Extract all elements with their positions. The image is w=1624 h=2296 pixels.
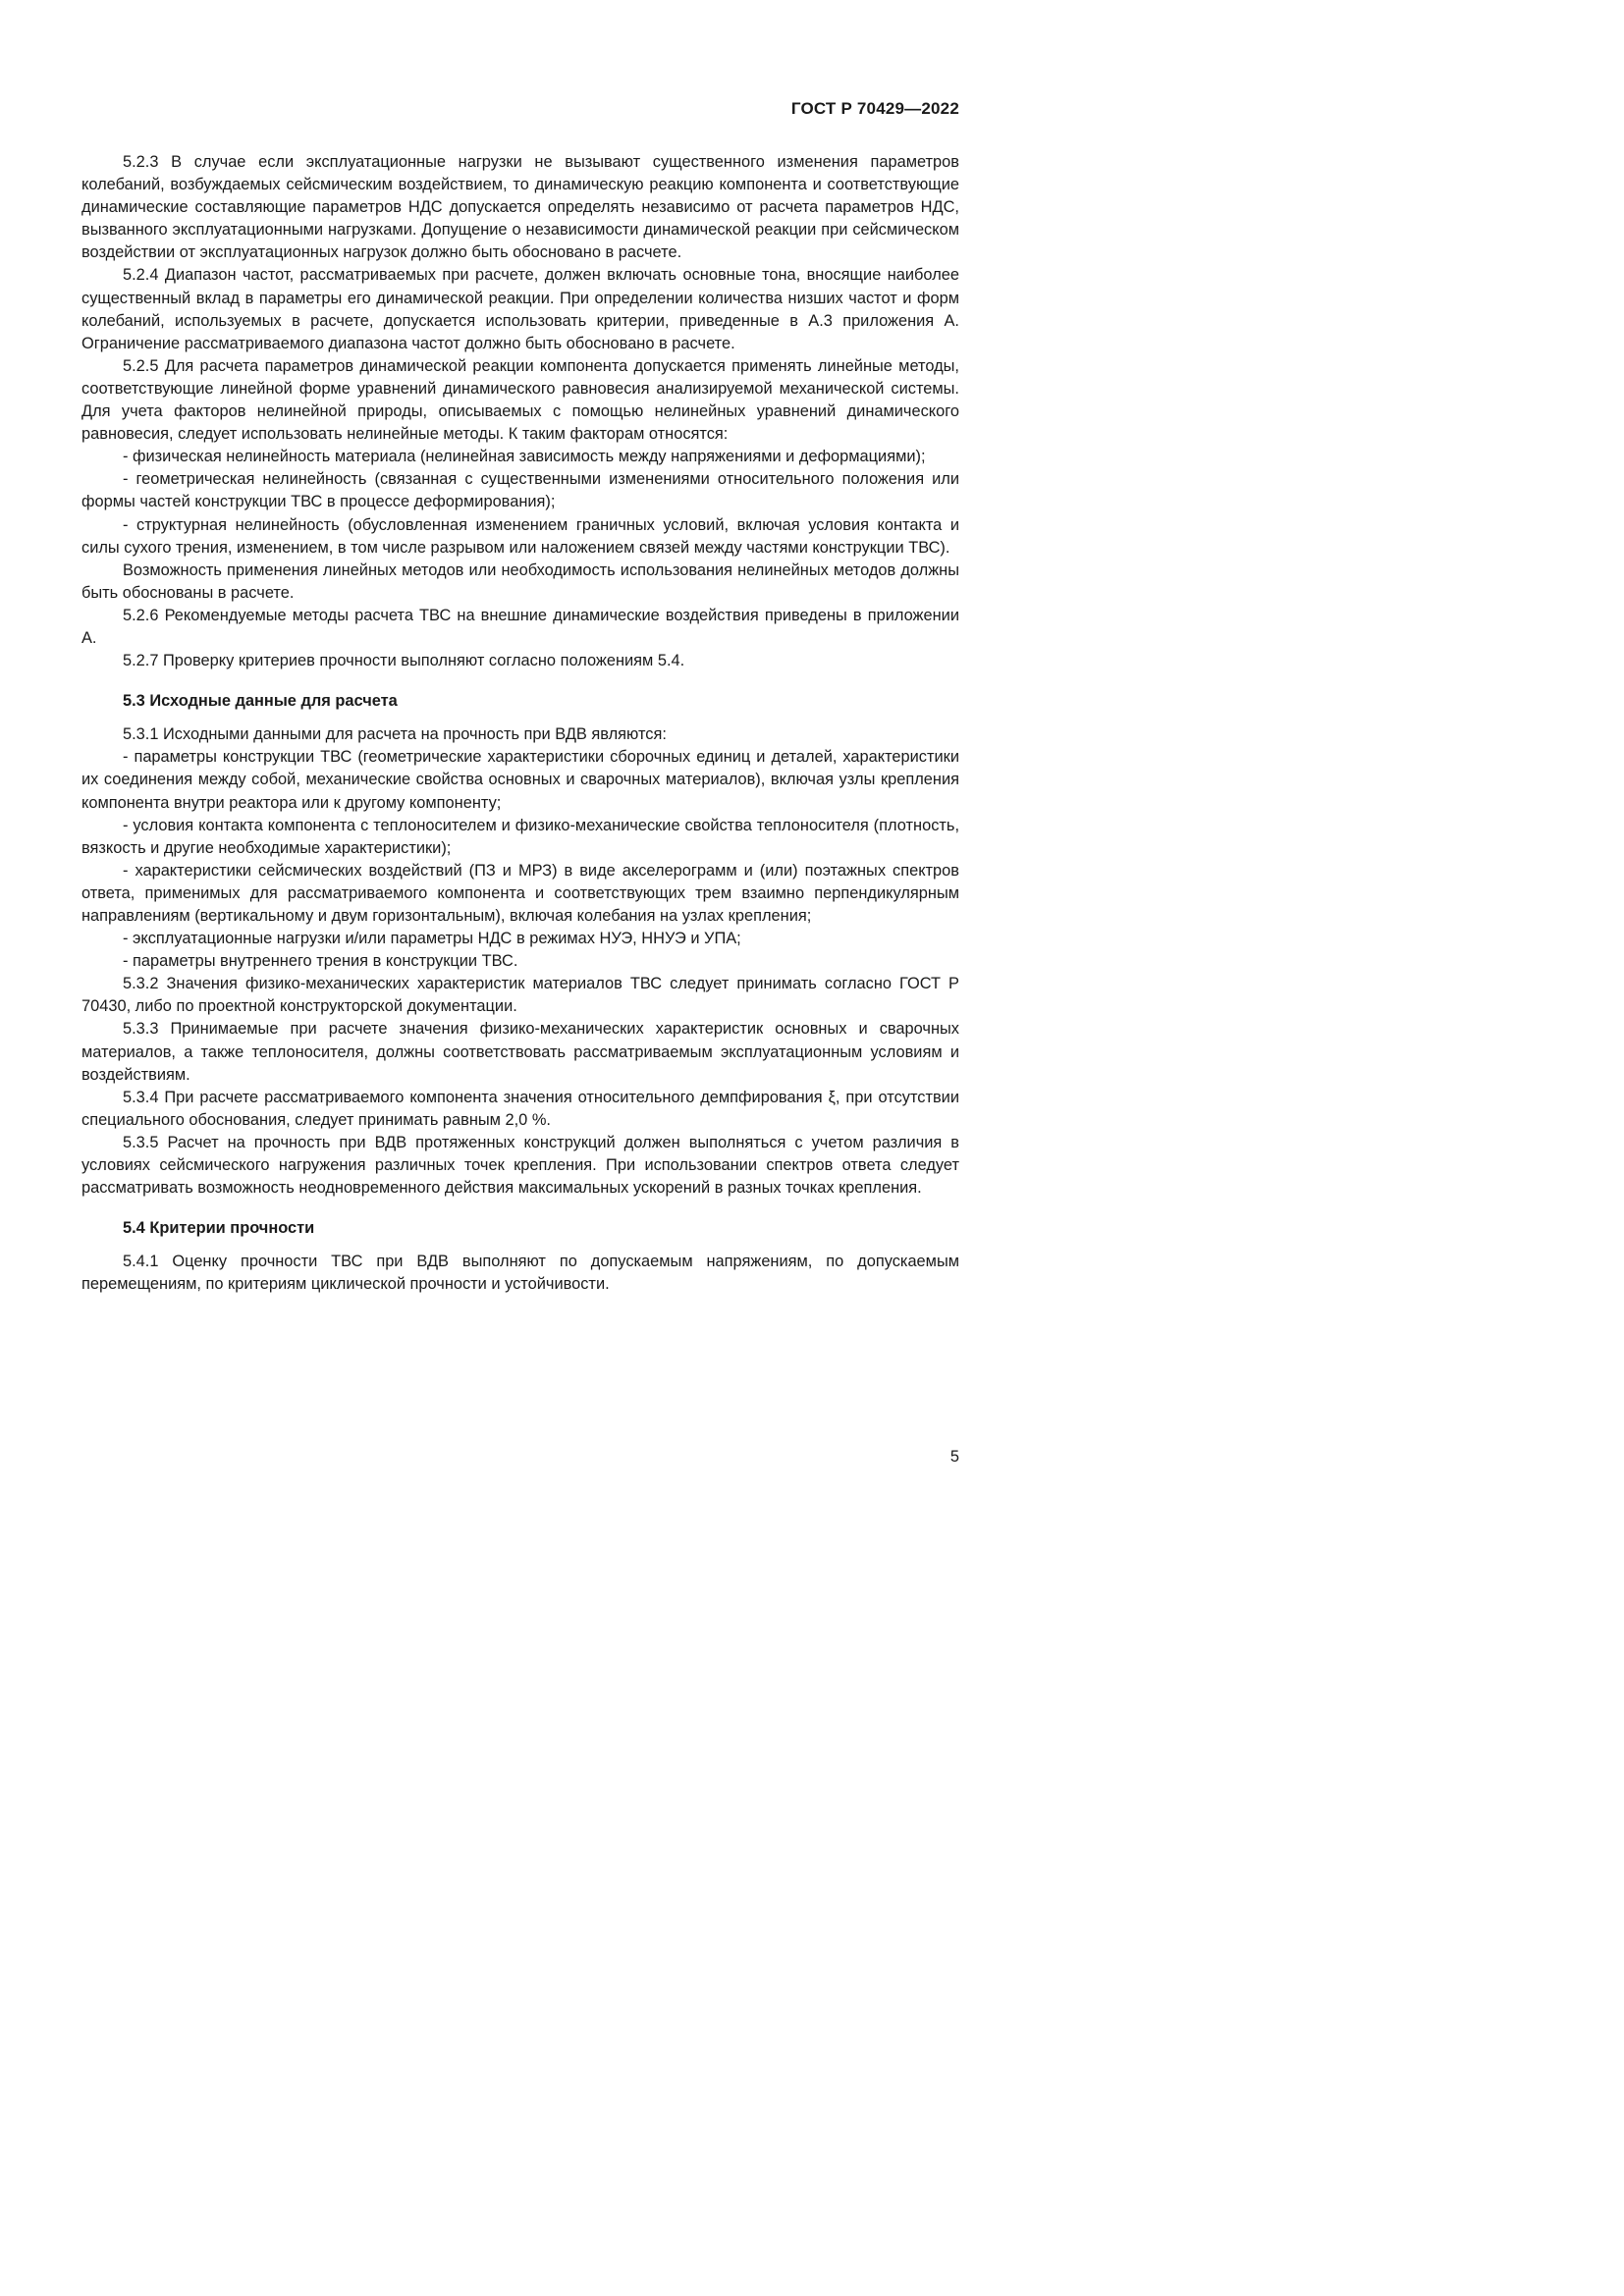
clause-5-2-5: 5.2.5 Для расчета параметров динамической реакции компонента допускается применять линейные методы, соответствующие линейной форме уравнений динамического равновесия анализируемой механической системы. Для учета факторов нелинейной природы, описываемых с помощью нелинейных уравнений динамического равновесия, следует использовать нелинейные методы. К таким факторам относятся: xyxy=(81,356,959,444)
page-number: 5 xyxy=(949,1448,959,1466)
clause-5-3-1-item-coolant: - условия контакта компонента с теплоносителем и физико-механические свойства теплоносителя (плотность, вязкость и другие необходимые характеристики); xyxy=(81,816,959,857)
clause-5-3-5: 5.3.5 Расчет на прочность при ВДВ протяженных конструкций должен выполняться с учетом различия в условиях сейсмического нагружения различных точек крепления. При использовании спектров ответа следует рассматривать возможность неодновременного действия максимальных ускорений в разных точках крепления. xyxy=(81,1133,959,1198)
clause-5-3-2: 5.3.2 Значения физико-механических характеристик материалов ТВС следует принимать согласно ГОСТ Р 70430, либо по проектной конструкторской документации. xyxy=(81,975,959,1016)
clause-5-2-6: 5.2.6 Рекомендуемые методы расчета ТВС на внешние динамические воздействия приведены в приложении А. xyxy=(81,606,959,647)
clause-5-3-4: 5.3.4 При расчете рассматриваемого компонента значения относительного демпфирования ξ, при отсутствии специального обоснования, следует принимать равным 2,0 %. xyxy=(81,1088,959,1129)
clause-5-3-3: 5.3.3 Принимаемые при расчете значения физико-механических характеристик основных и сварочных материалов, а также теплоносителя, должны соответствовать рассматриваемым эксплуатационным условиям и воздействиям. xyxy=(81,1020,959,1084)
clause-5-2-5-item-structural: - структурная нелинейность (обусловленная изменением граничных условий, включая условия контакта и силы сухого трения, изменением, в том числе разрывом или наложением связей между частями конструкции ТВС). xyxy=(81,515,959,557)
section-heading-5-3: 5.3 Исходные данные для расчета xyxy=(123,692,398,711)
clause-5-2-5-item-physical: - физическая нелинейность материала (нелинейная зависимость между напряжениями и деформациями); xyxy=(123,448,926,466)
clause-5-3-1-item-seismic: - характеристики сейсмических воздействий (ПЗ и МРЗ) в виде акселерограмм и (или) поэтажных спектров ответа, применимых для рассматриваемого компонента и соответствующих трем взаимно перпендикулярным направлениям (вертикальному и двум горизонтальным), включая колебания на узлах крепления; xyxy=(81,861,959,925)
clause-5-3-1-item-friction: - параметры внутреннего трения в конструкции ТВС. xyxy=(123,952,518,971)
clause-5-4-1: 5.4.1 Оценку прочности ТВС при ВДВ выполняют по допускаемым напряжениям, по допускаемым перемещениям, по критериям циклической прочности и устойчивости. xyxy=(81,1253,959,1294)
standard-header: ГОСТ Р 70429—2022 xyxy=(790,99,959,118)
clause-5-2-5-note: Возможность применения линейных методов или необходимость использования нелинейных методов должны быть обоснованы в расчете. xyxy=(81,561,959,602)
section-heading-5-4: 5.4 Критерии прочности xyxy=(123,1219,315,1238)
clause-5-2-7: 5.2.7 Проверку критериев прочности выполняют согласно положениям 5.4. xyxy=(123,652,685,670)
clause-5-2-4: 5.2.4 Диапазон частот, рассматриваемых при расчете, должен включать основные тона, вносящие наиболее существенный вклад в параметры его динамической реакции. При определении количества низших частот и форм колебаний, используемых в расчете, допускается использовать критерии, приведенные в А.3 приложения А. Ограничение рассматриваемого диапазона частот должно быть обосновано в расчете. xyxy=(81,266,959,352)
document-body xyxy=(81,151,959,1297)
clause-5-3-1: 5.3.1 Исходными данными для расчета на прочность при ВДВ являются: xyxy=(123,725,667,744)
document-page xyxy=(0,0,1081,1530)
clause-5-3-1-item-loads: - эксплуатационные нагрузки и/или параметры НДС в режимах НУЭ, ННУЭ и УПА; xyxy=(123,930,741,948)
clause-5-2-3: 5.2.3 В случае если эксплуатационные нагрузки не вызывают существенного изменения параметров колебаний, возбуждаемых сейсмическим воздействием, то динамическую реакцию компонента и соответствующие динамические составляющие параметров НДС допускается определять независимо от расчета параметров НДС, вызванного эксплуатационными нагрузками. Допущение о независимости динамической реакции при сейсмическом воздействии от эксплуатационных нагрузок должно быть обосновано в расчете. xyxy=(81,153,959,262)
clause-5-2-5-item-geometric: - геометрическая нелинейность (связанная с существенными изменениями относительного положения или формы частей конструкции ТВС в процессе деформирования); xyxy=(81,470,959,511)
clause-5-3-1-item-design: - параметры конструкции ТВС (геометрические характеристики сборочных единиц и деталей, характеристики их соединения между собой, механические свойства основных и сварочных материалов), включая узлы крепления компонента внутри реактора или к другому компоненту; xyxy=(81,748,959,812)
